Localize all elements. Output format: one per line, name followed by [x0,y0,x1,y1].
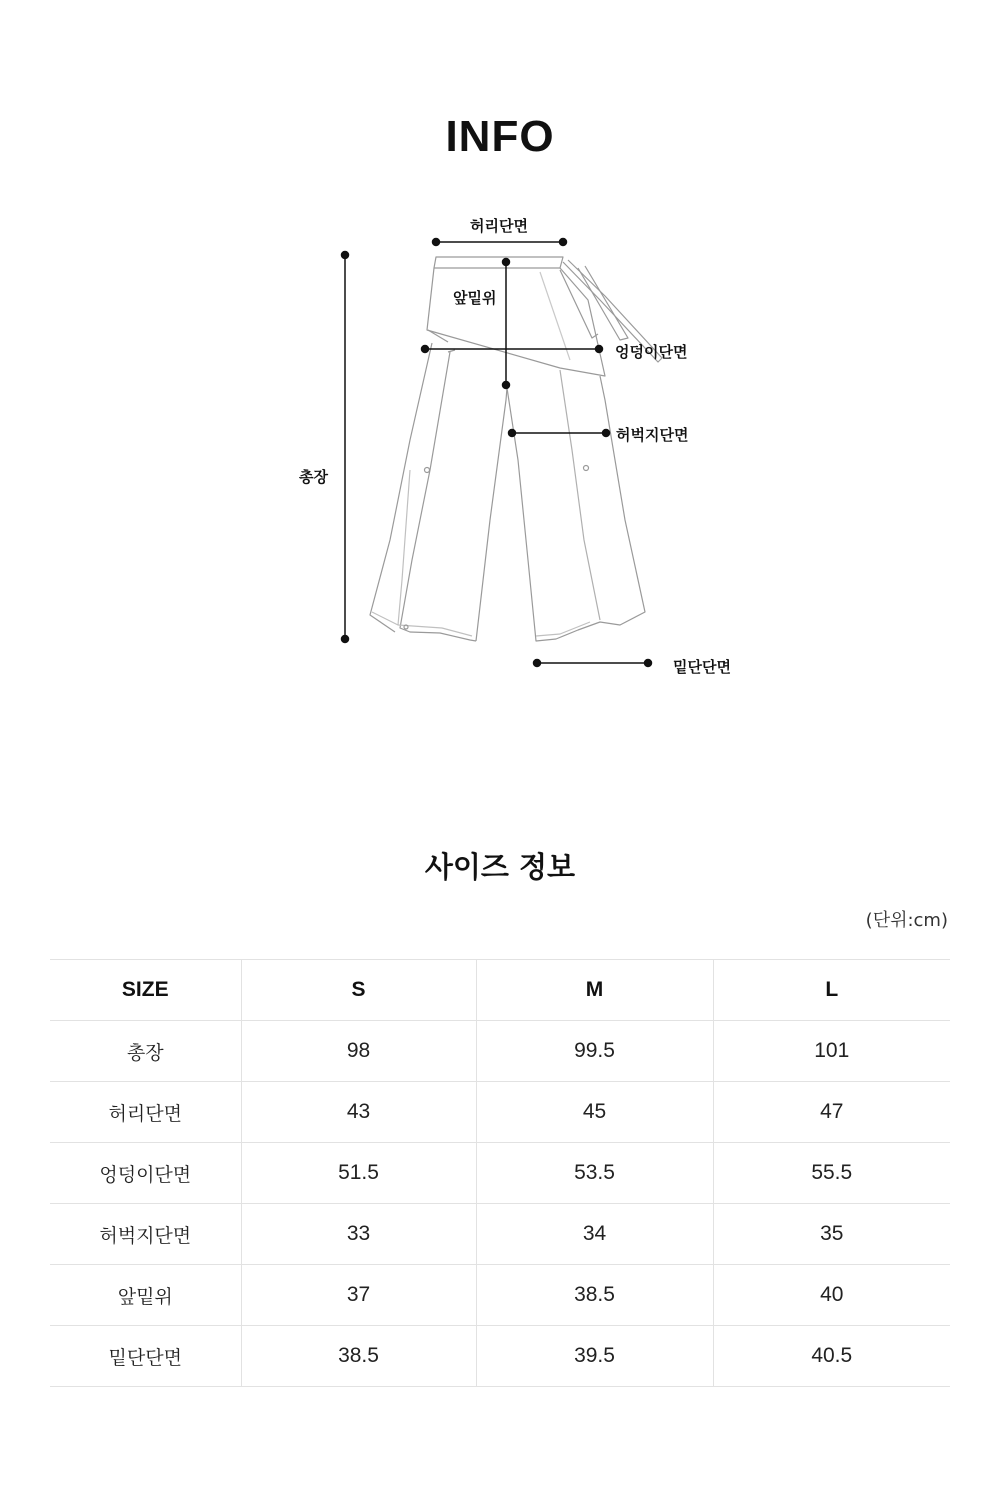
table-row [50,1082,950,1143]
header-l: L [713,960,950,1021]
row-label: 엉덩이단면 [50,1143,241,1204]
table-row [50,1204,950,1265]
cell-l: 55.5 [713,1143,950,1204]
row-label: 앞밑위 [50,1265,241,1326]
row-label: 밑단단면 [50,1326,241,1387]
cell-l: 47 [713,1082,950,1143]
size-table [50,959,950,1387]
cell-m: 39.5 [476,1326,713,1387]
row-label: 총장 [50,1021,241,1082]
cell-l: 40 [713,1265,950,1326]
front-rise-label: 앞밑위 [453,289,497,307]
cell-s: 37 [241,1265,476,1326]
header-s: S [241,960,476,1021]
waist-label: 허리단면 [470,217,528,235]
hem-label: 밑단단면 [673,658,731,676]
header-size: SIZE [50,960,241,1021]
unit-note: (단위:cm) [865,910,948,931]
cell-m: 34 [476,1204,713,1265]
cell-m: 38.5 [476,1265,713,1326]
hip-label: 엉덩이단면 [615,343,688,361]
cell-l: 35 [713,1204,950,1265]
cell-m: 99.5 [476,1021,713,1082]
cell-s: 43 [241,1082,476,1143]
page-title: INFO [445,112,555,161]
header-m: M [476,960,713,1021]
cell-s: 51.5 [241,1143,476,1204]
size-info-title: 사이즈 정보 [424,850,576,884]
cell-m: 45 [476,1082,713,1143]
row-label: 허리단면 [50,1082,241,1143]
total-length-label: 총장 [299,468,328,486]
row-label: 허벅지단면 [50,1204,241,1265]
table-row [50,1326,950,1387]
table-row [50,1265,950,1326]
table-row [50,1143,950,1204]
table-row [50,1021,950,1082]
cell-s: 33 [241,1204,476,1265]
thigh-label: 허벅지단면 [616,426,689,444]
cell-m: 53.5 [476,1143,713,1204]
cell-s: 38.5 [241,1326,476,1387]
cell-l: 101 [713,1021,950,1082]
table-header-row [50,960,950,1021]
cell-l: 40.5 [713,1326,950,1387]
cell-s: 98 [241,1021,476,1082]
